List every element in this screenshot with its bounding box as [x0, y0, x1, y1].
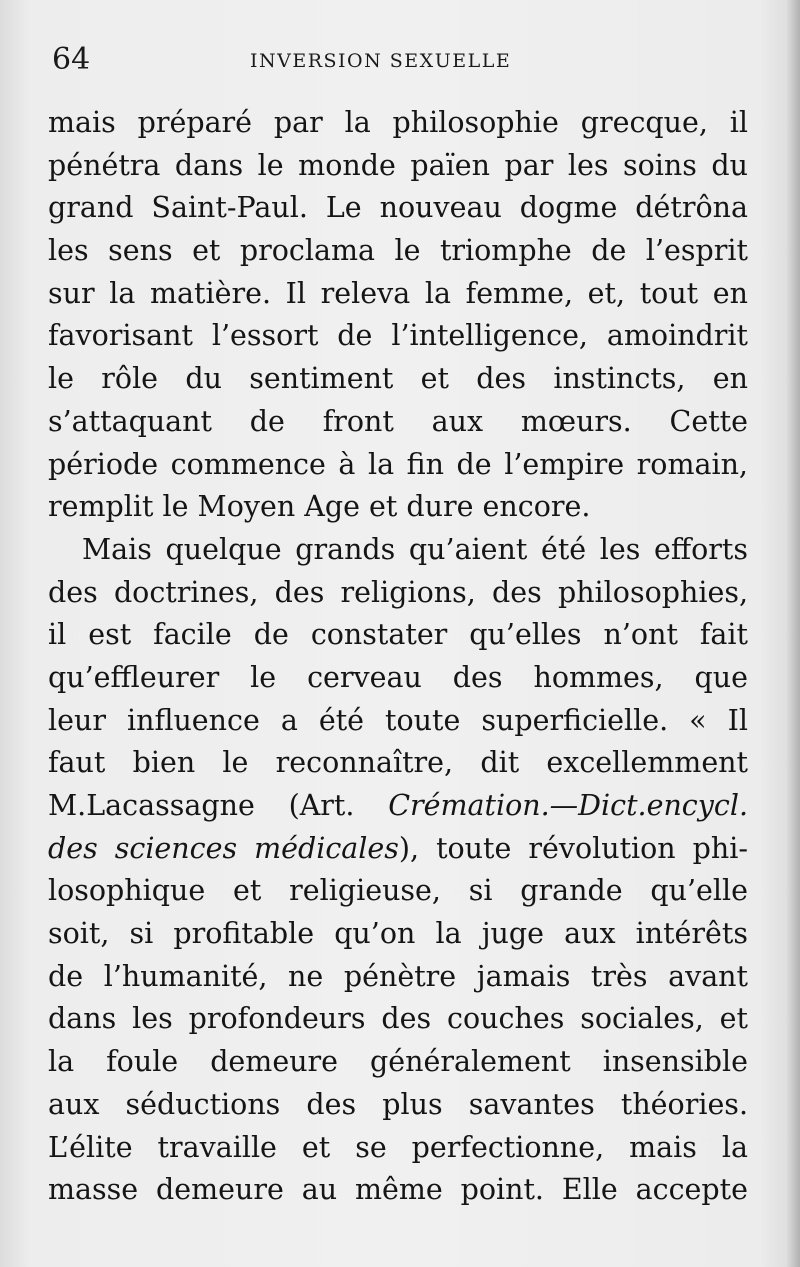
text-line	[48, 828, 748, 871]
page-edge-shadow	[786, 0, 800, 1267]
text-line: pénétra dans le monde païen par les soins du	[48, 148, 748, 182]
text-line	[48, 785, 748, 828]
text-line: les sens et proclama le triomphe de l’esprit	[48, 234, 748, 268]
text-line: s’attaquant de front aux mœurs. Cette	[48, 404, 748, 438]
text-line: la foule demeure généralement insensible	[48, 1045, 748, 1079]
text-line: losophique et religieuse, si grande qu’elle	[48, 874, 748, 908]
body-text	[48, 102, 748, 1212]
text-line: sur la matière. Il releva la femme, et, tout en	[48, 276, 748, 310]
text-line: le rôle du sentiment et des instincts, en	[48, 362, 748, 396]
text-line: leur influence a été toute superficielle. « Il	[48, 703, 748, 737]
text-segment: ), toute révolution phi-	[398, 831, 748, 865]
page-header	[50, 40, 750, 80]
text-line: faut bien le reconnaître, dit excellemment	[48, 746, 748, 780]
text-line: il est facile de constater qu’elles n’ont fait	[48, 618, 748, 652]
italic-citation: des sciences médicales	[48, 831, 399, 865]
text-segment: M.Lacassagne (Art.	[48, 789, 389, 822]
text-line: Mais quelque grands qu’aient été les efforts	[82, 532, 748, 566]
running-title: INVERSION SEXUELLE	[250, 50, 512, 72]
text-line: favorisant l’essort de l’intelligence, amoindrit	[48, 319, 748, 353]
text-line: soit, si profitable qu’on la juge aux intérêts	[48, 917, 748, 951]
text-line: remplit le Moyen Age et dure encore.	[48, 490, 591, 524]
text-line: période commence à la fin de l’empire romain,	[48, 447, 748, 481]
text-line: des doctrines, des religions, des philosophies,	[48, 575, 748, 609]
text-line: dans les profondeurs des couches sociales, et	[48, 1002, 748, 1036]
italic-citation: Crémation.—Dict.encycl.	[388, 789, 748, 822]
text-line: de l’humanité, ne pénètre jamais très avant	[48, 959, 748, 993]
text-line: grand Saint-Paul. Le nouveau dogme détrôna	[48, 191, 748, 225]
page-number: 64	[52, 42, 91, 77]
text-line: mais préparé par la philosophie grecque, il	[48, 106, 748, 139]
text-line: masse demeure au même point. Elle accepte	[48, 1173, 748, 1207]
text-line: L’élite travaille et se perfectionne, mais la	[48, 1130, 748, 1164]
text-line: qu’effleurer le cerveau des hommes, que	[48, 660, 748, 694]
text-line: aux séductions des plus savantes théories.	[48, 1087, 748, 1121]
